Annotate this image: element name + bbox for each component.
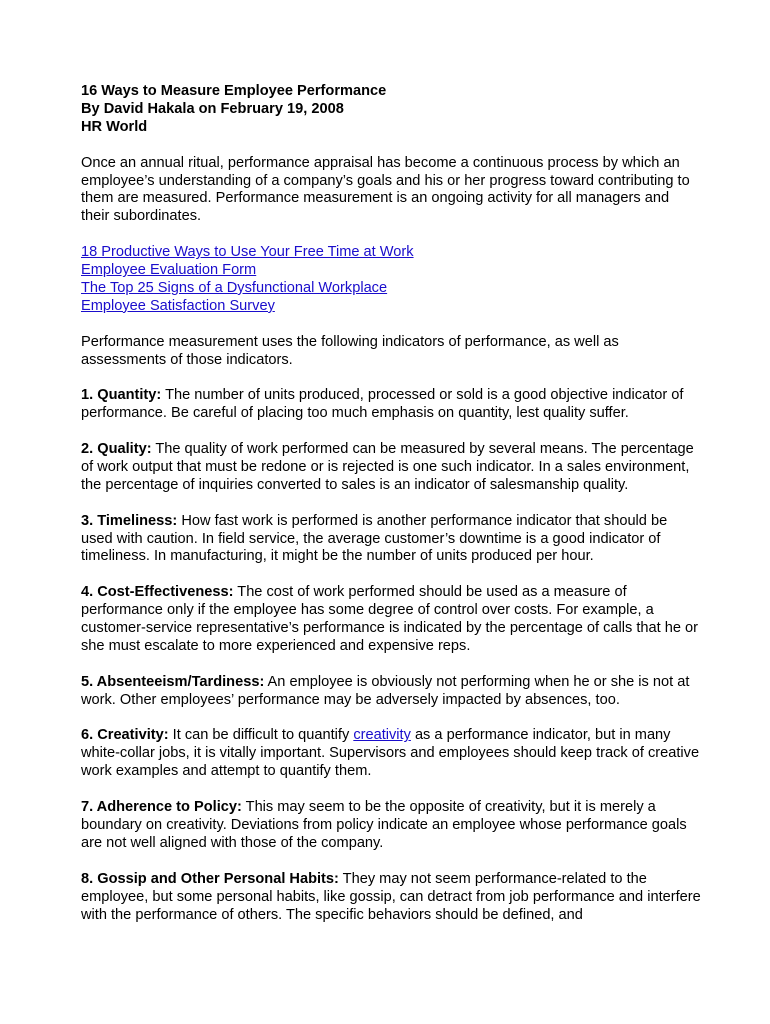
item-text-before: It can be difficult to quantify bbox=[168, 727, 354, 744]
article-source: HR World bbox=[81, 118, 148, 135]
item-title: 7. Adherence to Policy: bbox=[81, 799, 242, 816]
item-text: The cost of work performed should be used as a measure of performance only if the employee has some degree of control over costs. For example, a customer-service representative’s performance is indicated by the percentage of calls that he or she must escalate to more experienced and expensive reps. bbox=[81, 584, 699, 654]
item-title: 5. Absenteeism/Tardiness: bbox=[81, 673, 265, 690]
link-dysfunctional-workplace[interactable]: The Top 25 Signs of a Dysfunctional Workplace bbox=[81, 279, 388, 296]
item-title: 6. Creativity: bbox=[81, 727, 169, 744]
item-text: This may seem to be the opposite of creativity, but it is merely a boundary on creativity. Deviations from policy indicate an employee whose performance goals are not well aligned with those of the company. bbox=[81, 799, 687, 851]
article-header bbox=[81, 83, 701, 137]
lead-paragraph: Performance measurement uses the following indicators of performance, as well as assessments of those indicators. bbox=[81, 333, 619, 368]
item-title: 2. Quality: bbox=[81, 441, 152, 458]
item-text: An employee is obviously not performing when he or she is not at work. Other employees’ performance may be adversely impacted by absences, too. bbox=[81, 673, 690, 708]
item-text: They may not seem performance-related to the employee, but some personal habits, like gossip, can detract from job performance and interfere with the performance of others. The specific behaviors should be defined, and bbox=[81, 870, 701, 923]
item-title: 4. Cost-Effectiveness: bbox=[81, 584, 234, 601]
item-absenteeism bbox=[81, 674, 701, 710]
link-employee-evaluation-form[interactable]: Employee Evaluation Form bbox=[81, 262, 257, 279]
item-gossip bbox=[81, 871, 701, 925]
item-adherence-to-policy bbox=[81, 799, 701, 853]
item-text: How fast work is performed is another performance indicator that should be used with caution. In field service, the average customer’s downtime is a good indicator of timeliness. In manufacturing, it might be the number of units produced per hour. bbox=[81, 512, 668, 565]
item-cost-effectiveness bbox=[81, 584, 701, 656]
document-page bbox=[81, 83, 701, 942]
item-title: 8. Gossip and Other Personal Habits: bbox=[81, 870, 339, 887]
item-title: 3. Timeliness: bbox=[81, 512, 178, 529]
related-links bbox=[81, 244, 701, 316]
item-title: 1. Quantity: bbox=[81, 387, 162, 404]
item-text-after: as a performance indicator, but in many white-collar jobs, it is vitally important. Supervisors and employees should keep track of creative work examples and attempt to quantify them. bbox=[81, 727, 700, 780]
item-text: The number of units produced, processed or sold is a good objective indicator of performance. Be careful of placing too much emphasis on quantity, lest quality suffer. bbox=[81, 387, 684, 422]
article-title: 16 Ways to Measure Employee Performance bbox=[81, 83, 387, 99]
item-timeliness bbox=[81, 513, 701, 567]
link-productive-ways[interactable]: 18 Productive Ways to Use Your Free Time at Work bbox=[81, 244, 414, 261]
item-quality bbox=[81, 441, 701, 495]
item-quantity bbox=[81, 387, 701, 423]
link-employee-satisfaction-survey[interactable]: Employee Satisfaction Survey bbox=[81, 297, 275, 314]
intro-paragraph: Once an annual ritual, performance appraisal has become a continuous process by which an employee’s understanding of a company’s goals and his or her progress toward contributing to them are measured. Performance measurement is an ongoing activity for all managers and their subordinates. bbox=[81, 154, 690, 225]
item-text: The quality of work performed can be measured by several means. The percentage of work output that must be redone or is rejected is one such indicator. In a sales environment, the percentage of inquiries converted to sales is an indicator of salesmanship quality. bbox=[81, 441, 694, 493]
item-creativity bbox=[81, 727, 701, 781]
article-byline: By David Hakala on February 19, 2008 bbox=[81, 100, 344, 117]
link-creativity[interactable]: creativity bbox=[353, 727, 411, 744]
